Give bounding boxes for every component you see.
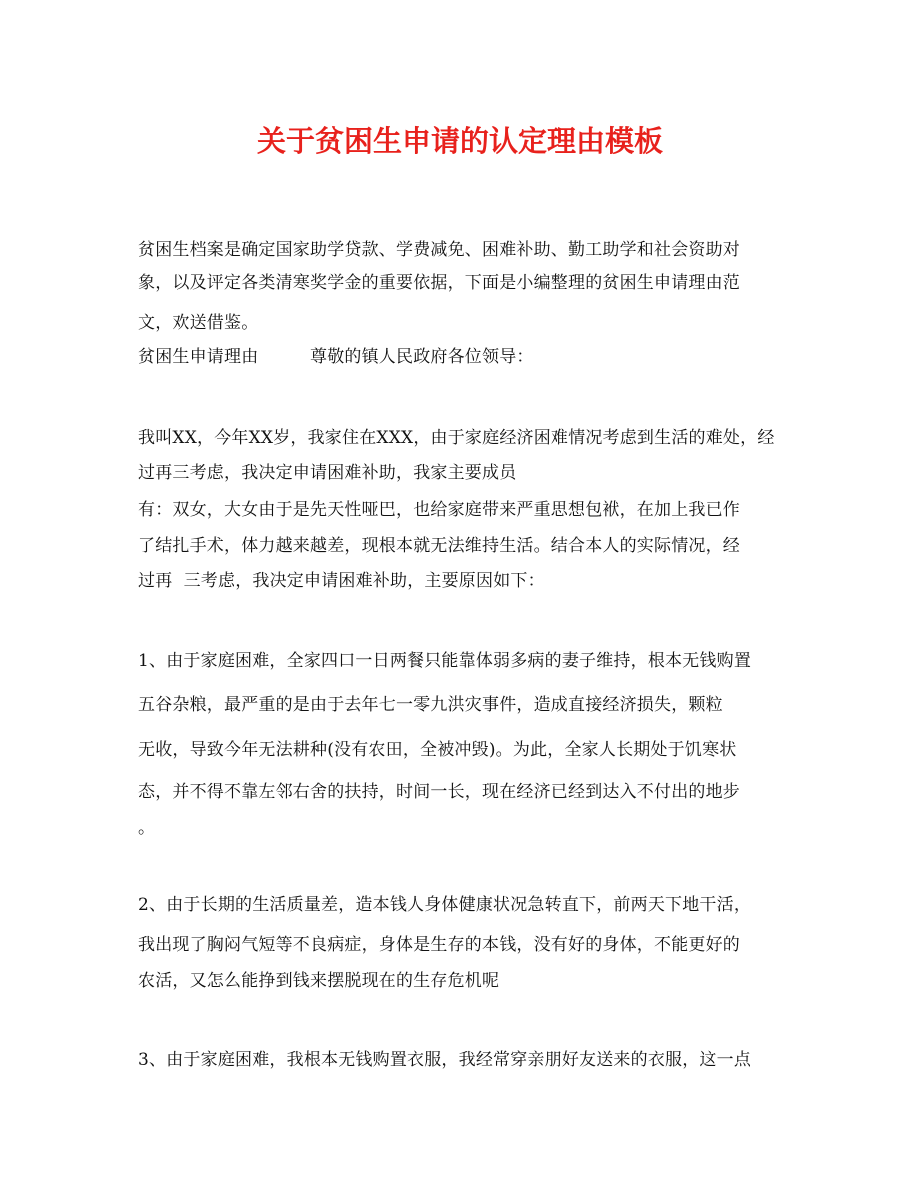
paragraph-line: 过再三考虑，我决定申请困难补助，我家主要成员 (138, 463, 517, 483)
list-item-line: 无收，导致今年无法耕种(没有农田，全被冲毁)。为此，全家人长期处于饥寒状 (138, 740, 737, 760)
intro-line: 文，欢送借鉴。 (138, 313, 259, 333)
list-item-line: 2、由于长期的生活质量差，造本钱人身体健康状况急转直下，前两天下地干活， (138, 895, 752, 915)
intro-line: 象，以及评定各类清寒奖学金的重要依据，下面是小编整理的贫困生申请理由范 (138, 273, 740, 293)
list-item-line: 态，并不得不靠左邻右舍的扶持，时间一长，现在经济已经到达入不付出的地步 (138, 782, 740, 802)
list-item-line: 五谷杂粮，最严重的是由于去年七一零九洪灾事件，造成直接经济损失，颗粒 (138, 695, 723, 715)
list-item-line: 。 (138, 818, 156, 838)
paragraph-line: 了结扎手术，体力越来越差，现根本就无法维持生活。结合本人的实际情况，经 (138, 536, 740, 556)
paragraph-line: 我叫XX，今年XX岁，我家住在XXX，由于家庭经济困难情况考虑到生活的难处，经 (138, 428, 775, 448)
intro-line: 贫困生档案是确定国家助学贷款、学费减免、困难补助、勤工助学和社会资助对 (138, 240, 740, 260)
document-title: 关于贫困生申请的认定理由模板 (256, 124, 663, 158)
list-item-line: 1、由于家庭困难，全家四口一日两餐只能靠体弱多病的妻子维持，根本无钱购置 (138, 651, 752, 671)
salutation-line: 贫困生申请理由 尊敬的镇人民政府各位领导： (138, 347, 534, 367)
list-item-line: 农活，又怎么能挣到钱来摆脱现在的生存危机呢 (138, 971, 500, 991)
paragraph-line: 有：双女，大女由于是先天性哑巴，也给家庭带来严重思想包袱，在加上我已作 (138, 500, 740, 520)
list-item-line: 我出现了胸闷气短等不良病症，身体是生存的本钱，没有好的身体，不能更好的 (138, 935, 740, 955)
paragraph-line: 过再 三考虑，我决定申请困难补助，主要原因如下： (138, 571, 545, 591)
list-item-line: 3、由于家庭困难，我根本无钱购置衣服，我经常穿亲朋好友送来的衣服，这一点 (138, 1050, 752, 1070)
